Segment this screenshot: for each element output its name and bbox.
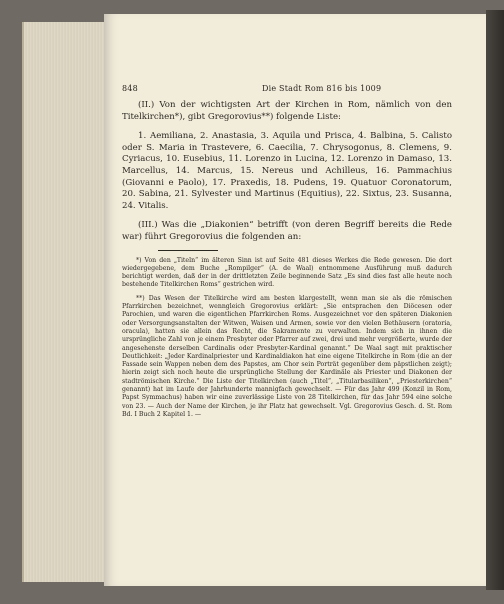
paragraph-titelkirchen-list: 1. Aemiliana, 2. Anastasia, 3. Aquila und Prisca, 4. Balbina, 5. Calisto oder S. Maria in Trastevere, 6. Caecilia, 7. Chrysogonus, 8. Clemens, 9. Cyriacus, 10. Eusebius, 11. Lorenzo in Lucina, 12. Lorenzo in Damaso, 13. Marcellus, 14. Marcus, 15. Nereus und Achilleus, 16. Pammachius (Giovanni e Paolo), 17. Praxedis, 18. Pudens, 19. Quatuor Coronatorum, 20. Sabina, 21. Sylvester und Martinus (Equitius), 22. Sixtus, 23. Susanna, 24. Vitalis. [122,131,452,211]
book-page-edges [22,22,110,582]
running-head [122,84,462,98]
running-title: Die Stadt Rom 816 bis 1009 [262,84,382,93]
paragraph-titelkirchen-intro: (II.) Von der wichtigsten Art der Kirchen in Rom, nämlich von den Titelkirchen*), gibt Gregorovius**) folgende Liste: [122,100,452,122]
footnote-2: **) Das Wesen der Titelkirche wird am besten klargestellt, wenn man sie als die römischen Pfarrkirchen bezeichnet, wenngleich Gregorovius erklärt: „Sie entsprachen den Diöcesen oder Parochien, und waren die eigentlichen Pfarrkirchen Roms. Ausgezeichnet vor den späteren Diakonien oder Versorgungsanstalten der Witwen, Waisen und Armen, sowie vor den vielen Bethäusern (oratoria, oracula), hatten sie allein das Recht, die Sakramente zu verwalten. Indem sich in ihnen die ursprüngliche Zahl von je einem Presbyter oder Pfarrer auf zwei, drei und mehr vergrößerte, wurde der angesehenste derselben Cardinalis oder Presbyter-Kardinal genannt.“ De Waal sagt mit praktischer Deutlichkeit: „Jeder Kardinalpriester und Kardinaldiakon hat eine eigene Titelkirche in Rom (die an der Fassade sein Wappen neben dem des Papstes, am Chor sein Porträt gegenüber dem päpstlichen zeigt); hierin zeigt sich noch heute die ursprüngliche Stellung der Kardinäle als Priester und Diakonen der stadtrömischen Kirche.“ Die Liste der Titelkirchen (auch „Titel“, „Titularbasiliken“, „Priesterkirchen“ genannt) hat im Laufe der Jahrhunderte mannigfach gewechselt. — Für das Jahr 499 (Konzil in Rom, Papst Symmachus) haben wir eine zuverlässige Liste von 28 Titelkirchen, für das Jahr 594 eine solche von 23. — Auch der Name der Kirchen, je ihr Platz hat gewechselt. Vgl. Gregorovius Gesch. d. St. Rom Bd. I Buch 2 Kapitel 1. — [122,294,452,418]
paragraph-diakonien-intro: (III.) Was die „Diakonien“ betrifft (von deren Begriff bereits die Rede war) führt Gregorovius die folgenden an: [122,220,452,242]
page-number: 848 [122,84,138,93]
footnote-1: *) Von den „Titeln“ im älteren Sinn ist auf Seite 481 dieses Werkes die Rede gewesen. Die dort wiedergegebene, dem Buche „Rompilger“ (A. de Waal) entnommene Ausführung muß dadurch berichtigt werden, daß der in der drittletzten Zeile beginnende Satz „Es sind dies fast alle heute noch bestehende Titelkirchen Roms“ gestrichen wird. [122,256,452,289]
footnote-divider [158,250,218,251]
page-content [122,100,452,419]
book-cover-edge [486,10,504,590]
